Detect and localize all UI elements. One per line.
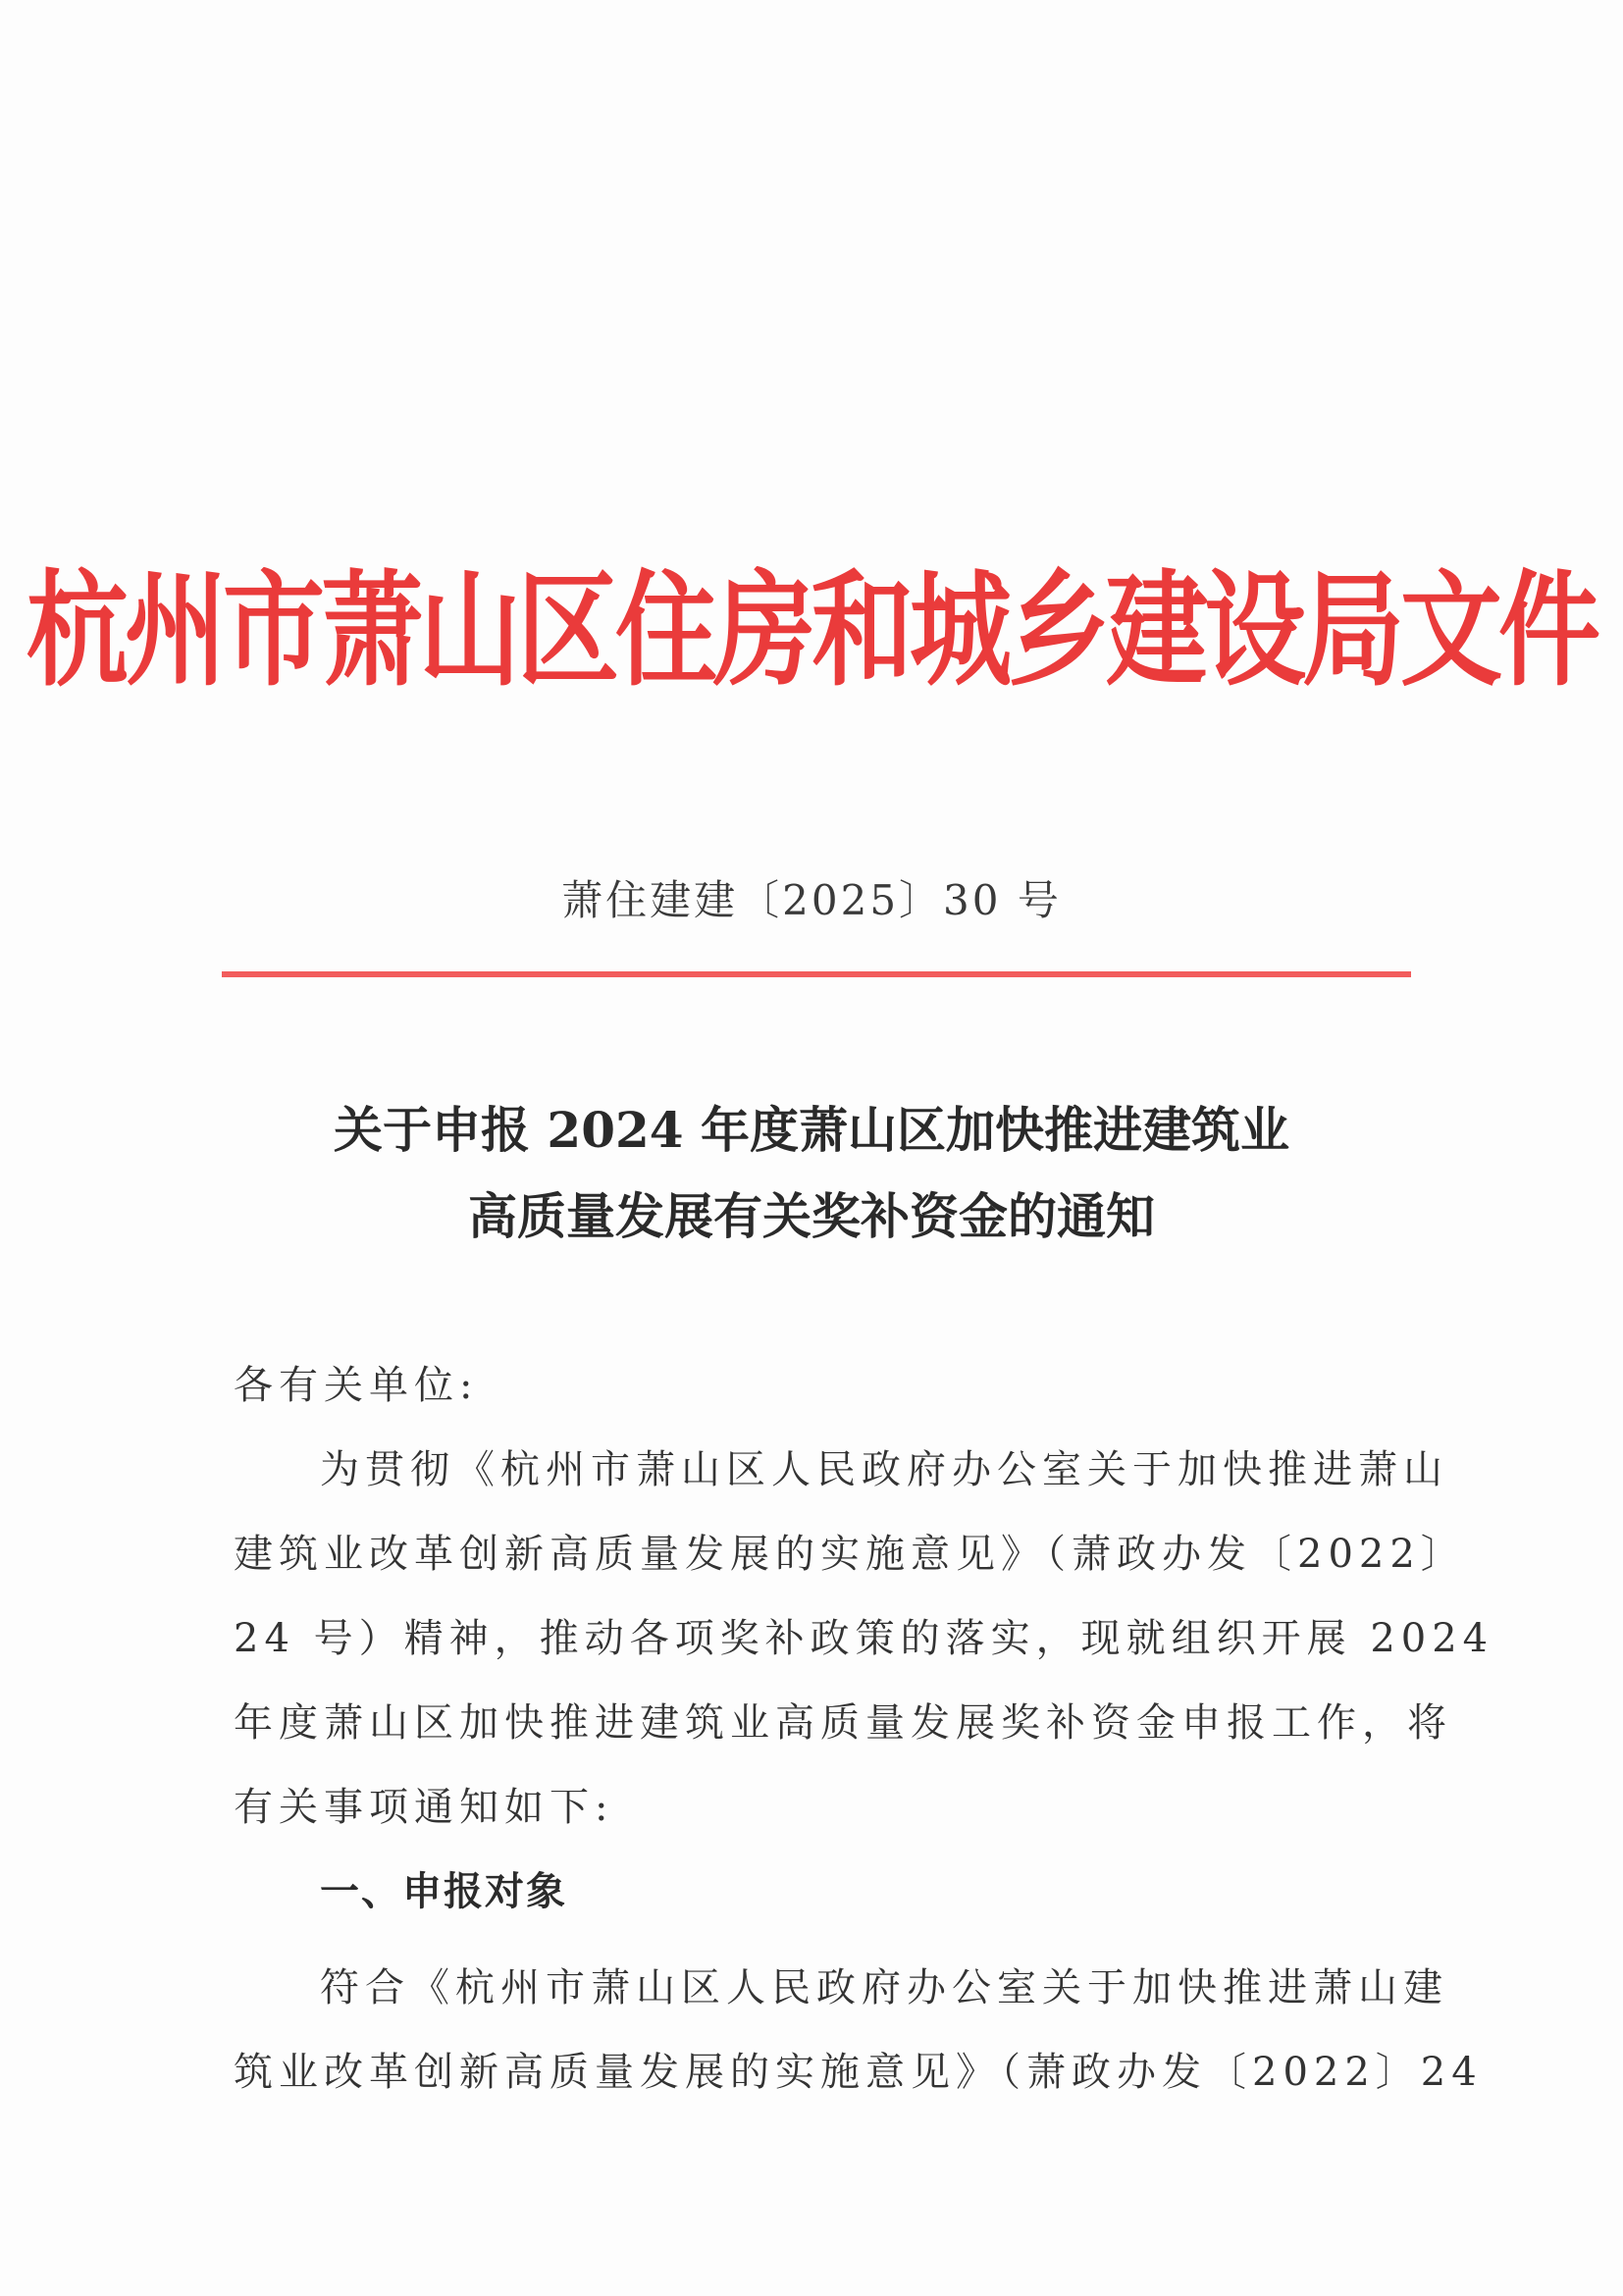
masthead-title: 杭州市萧山区住房和城乡建设局文件	[26, 557, 1597, 704]
document-number: 萧住建建〔2025〕30 号	[561, 876, 1062, 924]
paragraph-line: 建筑业改革创新高质量发展的实施意见》（萧政办发〔2022〕	[234, 1532, 1466, 1577]
notice-title-line-2: 高质量发展有关奖补资金的通知	[468, 1187, 1155, 1245]
paragraph-line: 年度萧山区加快推进建筑业高质量发展奖补资金申报工作，将	[234, 1700, 1452, 1746]
notice-title-line-1: 关于申报 2024 年度萧山区加快推进建筑业	[334, 1101, 1289, 1159]
red-separator-line	[222, 971, 1411, 977]
paragraph-line: 筑业改革创新高质量发展的实施意见》（萧政办发〔2022〕24	[234, 2050, 1483, 2095]
section-heading: 一、申报对象	[320, 1869, 567, 1914]
paragraph-line: 24 号）精神，推动各项奖补政策的落实，现就组织开展 2024	[234, 1616, 1494, 1661]
paragraph-line: 为贯彻《杭州市萧山区人民政府办公室关于加快推进萧山	[320, 1447, 1448, 1492]
paragraph-line: 符合《杭州市萧山区人民政府办公室关于加快推进萧山建	[320, 1965, 1448, 2010]
paragraph-line: 有关事项通知如下:	[234, 1785, 614, 1830]
salutation: 各有关单位:	[234, 1363, 479, 1408]
